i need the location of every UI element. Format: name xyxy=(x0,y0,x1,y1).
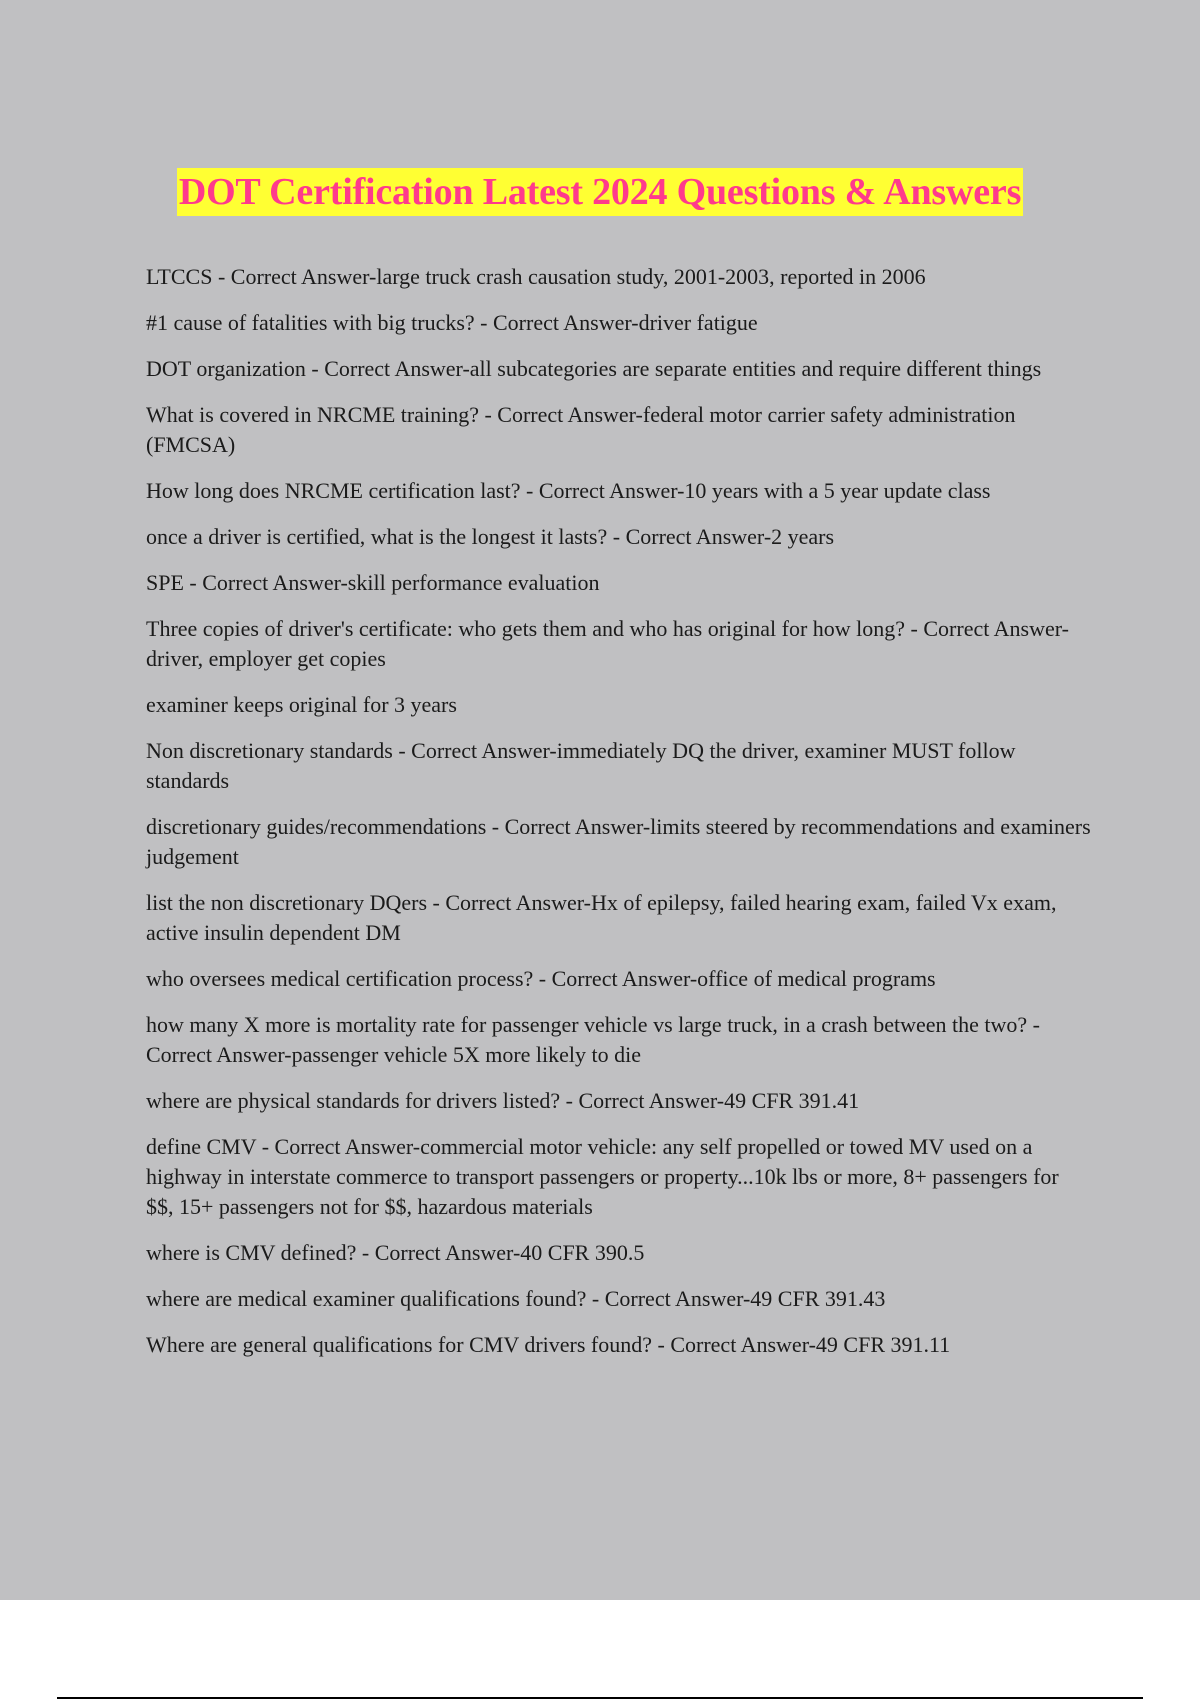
qa-item: #1 cause of fatalities with big trucks? - Correct Answer-driver fatigue xyxy=(146,310,758,335)
qa-item: where are physical standards for drivers listed? - Correct Answer-49 CFR 391.41 xyxy=(146,1088,860,1113)
qa-item: who oversees medical certification process? - Correct Answer-office of medical programs xyxy=(146,966,936,991)
qa-item: SPE - Correct Answer-skill performance evaluation xyxy=(146,570,600,595)
qa-item: where are medical examiner qualifications found? - Correct Answer-49 CFR 391.43 xyxy=(146,1286,886,1311)
qa-item: once a driver is certified, what is the longest it lasts? - Correct Answer-2 years xyxy=(146,524,835,549)
qa-item: Non discretionary standards - Correct Answer-immediately DQ the driver, examiner MUST follow standards xyxy=(146,738,1016,793)
qa-item: list the non discretionary DQers - Correct Answer-Hx of epilepsy, failed hearing exam, failed Vx exam, active insulin dependent DM xyxy=(146,890,1057,945)
qa-list xyxy=(146,262,1091,1376)
title-container xyxy=(0,168,1200,216)
qa-item: where is CMV defined? - Correct Answer-40 CFR 390.5 xyxy=(146,1240,645,1265)
document-title: DOT Certification Latest 2024 Questions & Answers xyxy=(177,168,1023,216)
qa-item: Three copies of driver's certificate: who gets them and who has original for how long? - Correct Answer-driver, employer get copies xyxy=(146,616,1069,671)
qa-item: What is covered in NRCME training? - Correct Answer-federal motor carrier safety administration (FMCSA) xyxy=(146,402,1016,457)
qa-item: DOT organization - Correct Answer-all subcategories are separate entities and require different things xyxy=(146,356,1042,381)
qa-item: discretionary guides/recommendations - Correct Answer-limits steered by recommendations and examiners judgement xyxy=(146,814,1091,869)
qa-item: Where are general qualifications for CMV drivers found? - Correct Answer-49 CFR 391.11 xyxy=(146,1332,951,1357)
qa-item: define CMV - Correct Answer-commercial motor vehicle: any self propelled or towed MV used on a highway in interstate commerce to transport passengers or property...10k lbs or more, 8+ passengers for $$, 15+ passengers not for $$, hazardous materials xyxy=(146,1134,1059,1219)
qa-item: how many X more is mortality rate for passenger vehicle vs large truck, in a crash between the two? - Correct Answer-passenger vehicle 5X more likely to die xyxy=(146,1012,1040,1067)
qa-item: LTCCS - Correct Answer-large truck crash causation study, 2001-2003, reported in 2006 xyxy=(146,264,926,289)
footer-rule xyxy=(57,1697,1143,1699)
qa-item: examiner keeps original for 3 years xyxy=(146,692,457,717)
qa-item: How long does NRCME certification last? - Correct Answer-10 years with a 5 year update class xyxy=(146,478,991,503)
